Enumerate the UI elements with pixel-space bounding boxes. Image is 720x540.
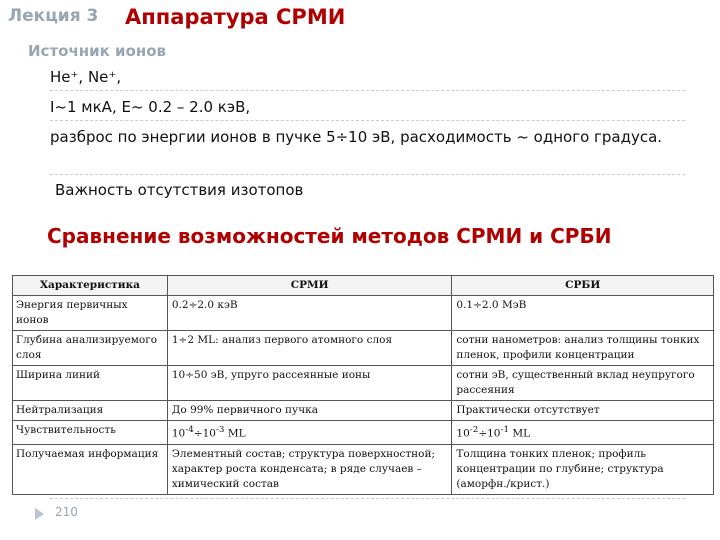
column-header: Характеристика bbox=[13, 276, 168, 296]
column-header: СРБИ bbox=[452, 276, 714, 296]
exponent: -3 bbox=[215, 425, 225, 435]
srmi-value: 10÷50 эВ, упруго рассеянные ионы bbox=[167, 366, 452, 401]
row-parameter: Ширина линий bbox=[13, 366, 168, 401]
srmi-value: 0.2÷2.0 кэВ bbox=[167, 296, 452, 331]
table-header-row bbox=[13, 276, 714, 296]
comparison-table bbox=[12, 275, 714, 495]
row-parameter: Получаемая информация bbox=[13, 444, 168, 494]
ion-types-text: He⁺, Ne⁺, bbox=[50, 68, 122, 86]
separator: ÷10 bbox=[478, 427, 501, 440]
energy-spread-text: разброс по энергии ионов в пучке 5÷10 эВ, расходимость ~ одного градуса. bbox=[50, 128, 663, 146]
srbi-value: сотни нанометров: анализ толщины тонких пленок, профили концентрации bbox=[452, 331, 714, 366]
isotopes-note: Важность отсутствия изотопов bbox=[55, 181, 304, 199]
srbi-value: сотни эВ, существенный вклад неупругого рассеяния bbox=[452, 366, 714, 401]
srmi-value: До 99% первичного пучка bbox=[167, 401, 452, 421]
table-row bbox=[13, 421, 714, 445]
exponent: -2 bbox=[469, 425, 479, 435]
page-number: 210 bbox=[55, 505, 78, 519]
current-energy-text: I~1 мкА, E~ 0.2 – 2.0 кэВ, bbox=[50, 98, 251, 116]
separator: ÷10 bbox=[193, 427, 216, 440]
exponent: -4 bbox=[185, 425, 194, 435]
unit: ML bbox=[509, 427, 531, 440]
table-row bbox=[13, 296, 714, 331]
slide-title: Аппаратура СРМИ bbox=[125, 5, 346, 29]
comparison-heading: Сравнение возможностей методов СРМИ и СРБИ bbox=[47, 224, 612, 248]
row-parameter: Нейтрализация bbox=[13, 401, 168, 421]
srmi-value: 1÷2 ML: анализ первого атомного слоя bbox=[167, 331, 452, 366]
row-parameter: Энергия первичных ионов bbox=[13, 296, 168, 331]
base: 10 bbox=[456, 427, 470, 440]
table-row bbox=[13, 366, 714, 401]
base: 10 bbox=[171, 427, 186, 440]
table-row bbox=[13, 331, 714, 366]
divider bbox=[50, 90, 685, 91]
column-header: СРМИ bbox=[167, 276, 452, 296]
unit: ML bbox=[224, 427, 246, 440]
exponent: -1 bbox=[500, 425, 510, 435]
arrow-icon bbox=[35, 508, 44, 520]
table-row bbox=[13, 444, 714, 494]
srbi-value bbox=[452, 421, 714, 445]
srbi-value: Толщина тонких пленок; профиль концентрации по глубине; структура (аморфн./крист.) bbox=[452, 444, 714, 494]
divider bbox=[50, 174, 685, 175]
table-row bbox=[13, 401, 714, 421]
divider bbox=[50, 120, 685, 121]
footer-divider bbox=[50, 498, 685, 499]
srmi-value: Элементный состав; структура поверхностной; характер роста конденсата; в ряде случаев – химический состав bbox=[167, 444, 452, 494]
row-parameter: Чувствительность bbox=[13, 421, 168, 445]
row-parameter: Глубина анализируемого слоя bbox=[13, 331, 168, 366]
lecture-label: Лекция 3 bbox=[8, 6, 99, 26]
section-subtitle: Источник ионов bbox=[28, 42, 166, 60]
srbi-value: 0.1÷2.0 МэВ bbox=[452, 296, 714, 331]
srbi-value: Практически отсутствует bbox=[452, 401, 714, 421]
srmi-value bbox=[167, 421, 452, 445]
